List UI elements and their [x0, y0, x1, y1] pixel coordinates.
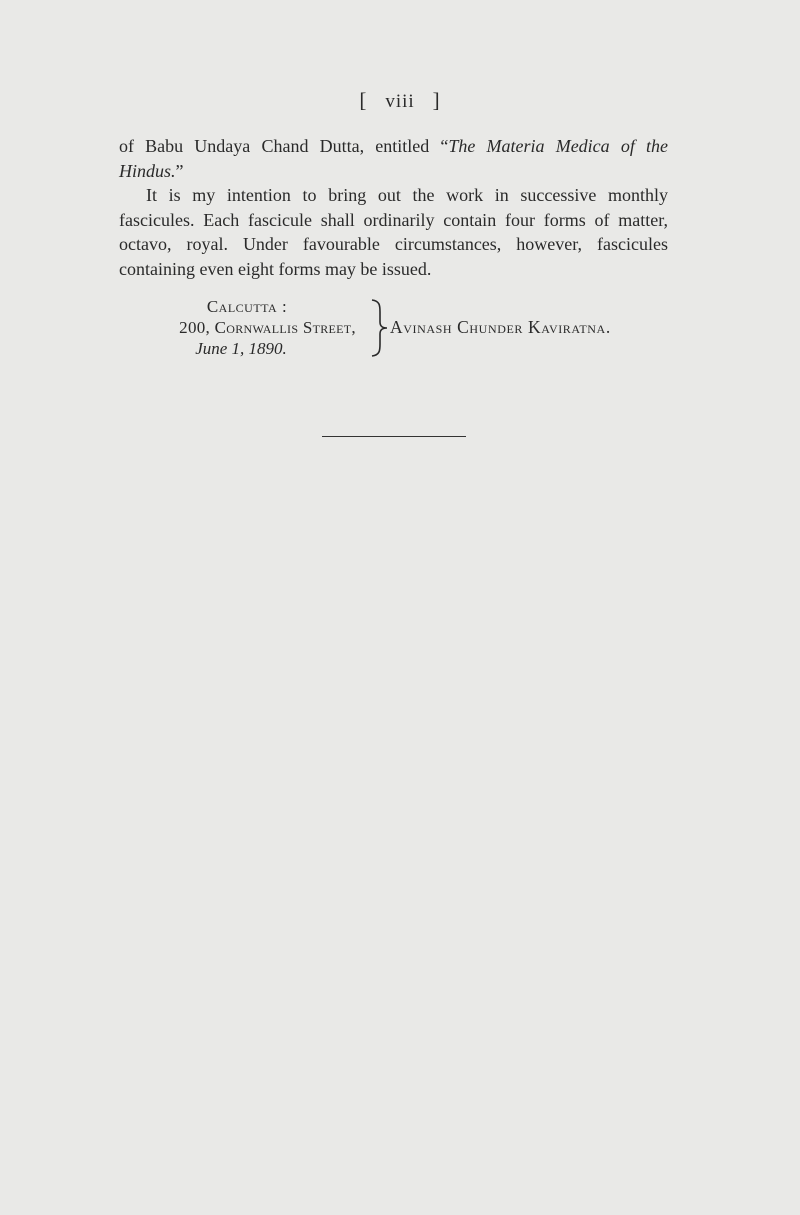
page-number: viii — [385, 91, 415, 112]
signature-block — [118, 296, 678, 360]
signature-street: 200, Cornwallis Street, — [179, 318, 356, 337]
paragraph-text: of Babu Undaya Chand Dutta, entitled “ — [119, 136, 449, 156]
paragraph-intention: It is my intention to bring out the work in successive monthly fascicules. Each fascicule shall ordinarily contain four forms of matter, octavo, royal. Under favourable circumstances, however, fascicules containing even eight forms may be issued. — [119, 185, 668, 279]
signature-location — [118, 296, 356, 359]
paragraph-continuation — [119, 134, 668, 183]
page-header — [0, 88, 800, 113]
signature-date: June 1, 1890. — [195, 339, 287, 358]
open-bracket: [ — [359, 88, 368, 112]
close-bracket: ] — [432, 88, 441, 112]
curly-brace-icon — [368, 298, 390, 358]
body-text — [119, 134, 668, 282]
signature-city: Calcutta : — [206, 297, 288, 316]
section-divider — [322, 436, 466, 437]
closing-quote: ” — [175, 160, 184, 181]
book-title: The Materia Medica of the Hindus. — [119, 136, 668, 181]
signature-author: Avinash Chunder Kaviratna. — [390, 317, 611, 337]
